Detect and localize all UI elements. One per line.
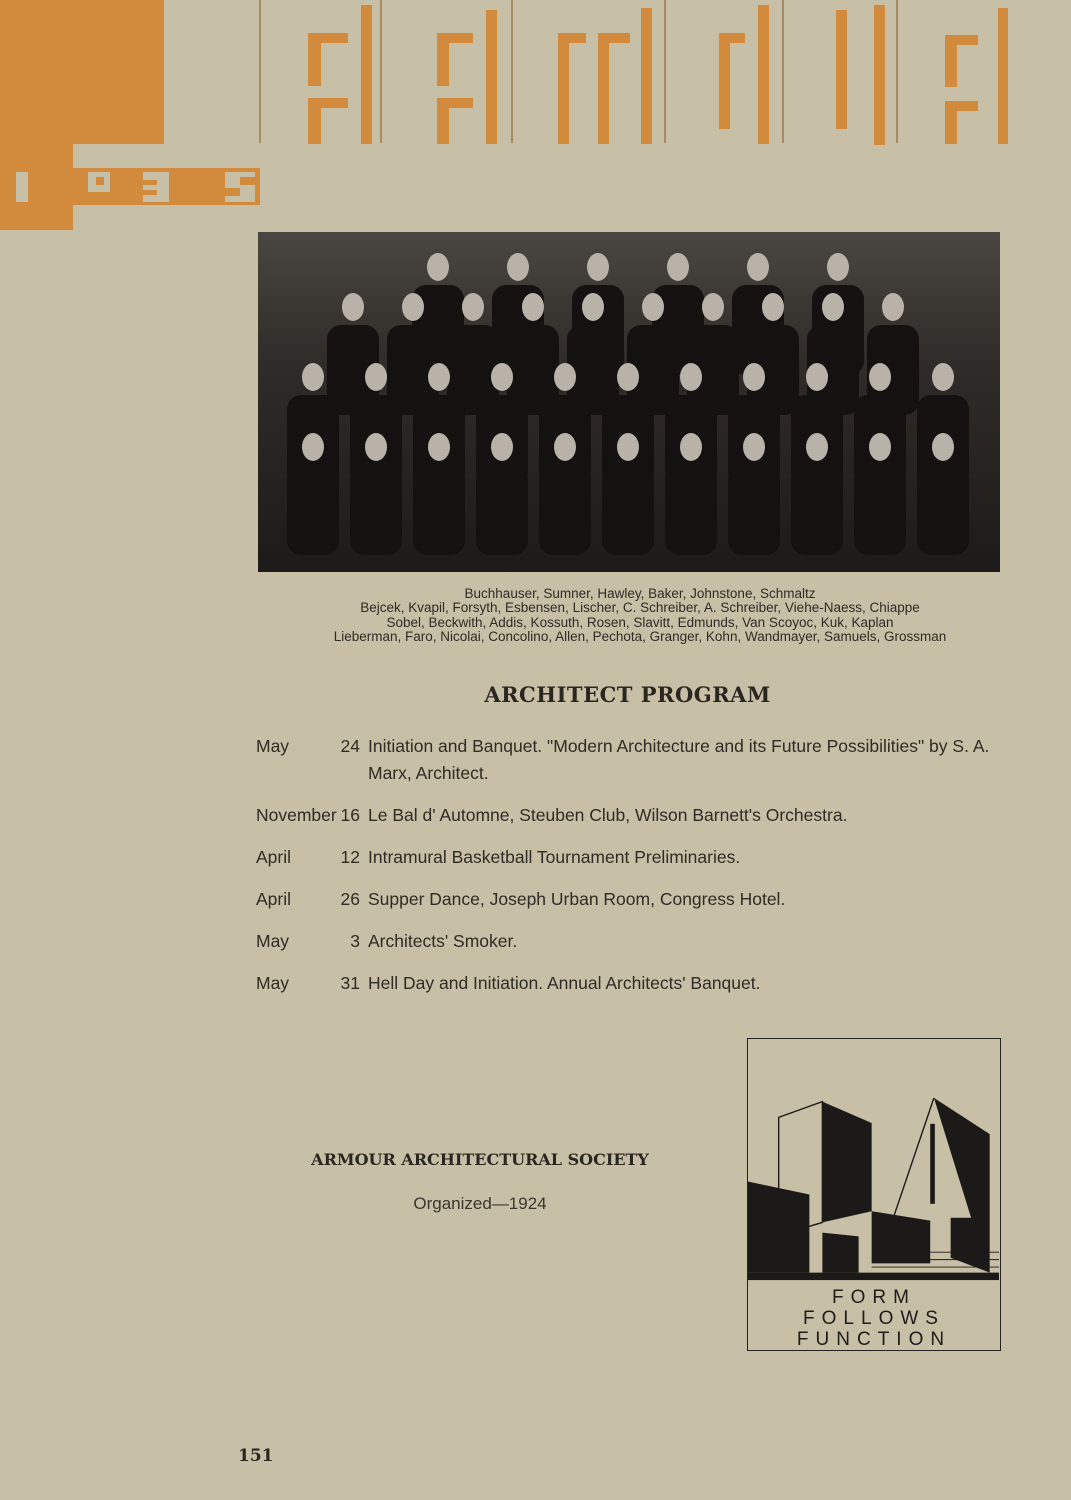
emblem-motto — [748, 1287, 1000, 1350]
armour-1935-header-wordmark — [0, 0, 1071, 230]
event-day: 26 — [340, 889, 360, 909]
form-follows-function-emblem — [747, 1038, 1001, 1351]
person-face — [747, 253, 769, 281]
person-face — [822, 293, 844, 321]
person-face — [743, 363, 765, 391]
person-face — [427, 253, 449, 281]
person-face — [342, 293, 364, 321]
person-face — [507, 253, 529, 281]
person-face — [932, 433, 954, 461]
event-text: Supper Dance, Joseph Urban Room, Congress Hotel. — [368, 889, 786, 909]
person-face — [491, 363, 513, 391]
person-face — [680, 433, 702, 461]
caption-line: Bejcek, Kvapil, Forsyth, Esbensen, Lischer, C. Schreiber, A. Schreiber, Viehe-Naess, Chiappe — [360, 600, 920, 616]
person-face — [882, 293, 904, 321]
event-month: April — [256, 889, 292, 909]
program-event — [256, 886, 1016, 913]
person-face — [762, 293, 784, 321]
person-figure — [917, 465, 969, 555]
person-figure — [728, 465, 780, 555]
event-text: Intramural Basketball Tournament Preliminaries. — [368, 847, 741, 867]
event-month: May — [256, 736, 290, 756]
group-photo — [258, 232, 1000, 572]
person-face — [932, 363, 954, 391]
society-name: ARMOUR ARCHITECTURAL SOCIETY — [311, 1150, 649, 1169]
person-face — [806, 363, 828, 391]
person-face — [462, 293, 484, 321]
event-day: 16 — [340, 805, 360, 825]
program-event — [256, 733, 1016, 787]
person-face — [302, 433, 324, 461]
event-month: November — [256, 805, 337, 825]
person-face — [365, 433, 387, 461]
person-face — [869, 433, 891, 461]
person-face — [743, 433, 765, 461]
event-text: Architects' Smoker. — [368, 931, 518, 951]
person-face — [522, 293, 544, 321]
person-face — [582, 293, 604, 321]
motto-line: FOLLOWS — [803, 1308, 945, 1329]
person-face — [428, 363, 450, 391]
event-text: Hell Day and Initiation. Annual Architects' Banquet. — [368, 973, 761, 993]
person-face — [642, 293, 664, 321]
event-day: 3 — [350, 931, 360, 951]
person-figure — [350, 465, 402, 555]
person-face — [827, 253, 849, 281]
person-figure — [854, 465, 906, 555]
program-event — [256, 928, 1016, 955]
person-face — [680, 363, 702, 391]
person-face — [402, 293, 424, 321]
person-face — [554, 433, 576, 461]
caption-line: Lieberman, Faro, Nicolai, Concolino, Allen, Pechota, Granger, Kohn, Wandmayer, Samuels, Grossman — [333, 628, 947, 644]
person-face — [702, 293, 724, 321]
program-event — [256, 802, 1016, 829]
event-month: April — [256, 847, 292, 867]
event-day: 12 — [340, 847, 360, 867]
caption-line: Buchhauser, Sumner, Hawley, Baker, Johnstone, Schmaltz — [464, 586, 816, 601]
society-organized: Organized—1924 — [413, 1194, 547, 1213]
motto-line: FUNCTION — [796, 1329, 952, 1350]
event-month: May — [256, 973, 290, 993]
caption-line: Sobel, Beckwith, Addis, Kossuth, Rosen, Slavitt, Edmunds, Van Scoyoc, Kuk, Kaplan — [386, 614, 894, 630]
program-event — [256, 970, 1016, 997]
event-day: 24 — [340, 736, 360, 756]
person-figure — [413, 465, 465, 555]
event-day: 31 — [340, 973, 360, 993]
person-face — [667, 253, 689, 281]
person-figure — [602, 465, 654, 555]
person-face — [869, 363, 891, 391]
event-month: May — [256, 931, 290, 951]
architecture-illustration — [748, 1039, 999, 1285]
program-title: ARCHITECT PROGRAM — [484, 682, 771, 707]
event-text: Initiation and Banquet. "Modern Architecture and its Future Possibilities" by S. A. Marx, Architect. — [368, 736, 990, 783]
person-figure — [476, 465, 528, 555]
person-face — [617, 433, 639, 461]
program-events — [256, 733, 1016, 1012]
person-face — [428, 433, 450, 461]
event-text: Le Bal d' Automne, Steuben Club, Wilson Barnett's Orchestra. — [368, 805, 848, 825]
motto-line: FORM — [832, 1287, 916, 1308]
page-number: 151 — [238, 1446, 274, 1466]
person-face — [806, 433, 828, 461]
person-face — [617, 363, 639, 391]
person-figure — [665, 465, 717, 555]
person-figure — [791, 465, 843, 555]
person-figure — [287, 465, 339, 555]
person-face — [302, 363, 324, 391]
person-face — [491, 433, 513, 461]
program-event — [256, 844, 1016, 871]
person-face — [365, 363, 387, 391]
photo-caption — [240, 587, 1040, 644]
person-figure — [539, 465, 591, 555]
person-face — [554, 363, 576, 391]
person-face — [587, 253, 609, 281]
